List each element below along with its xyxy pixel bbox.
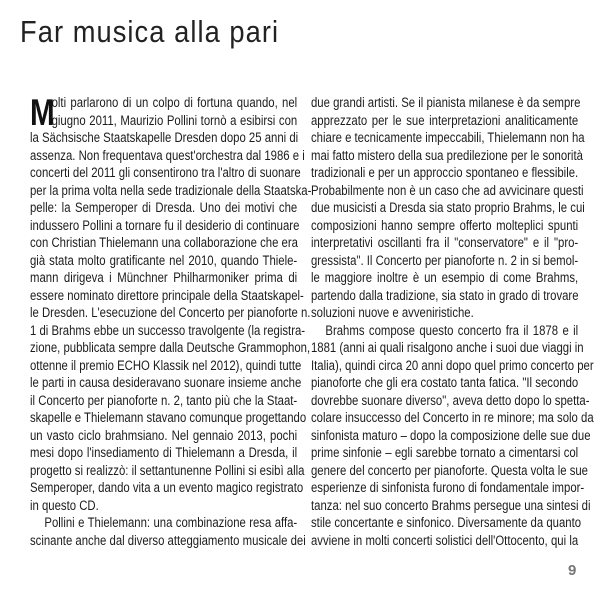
text-line: già stata molto gratificante nel 2010, quando Thiele- bbox=[30, 252, 298, 269]
text-line: partendo dalla tradizione, sia stato in grado di trovare bbox=[311, 287, 579, 304]
text-line: essere nominato direttore principale della Staatskapel- bbox=[30, 287, 304, 304]
text-line: ottenne il premio ECHO Klassik nel 2012), quindi tutte bbox=[30, 357, 302, 374]
text-line: Brahms compose questo concerto fra il 1878 e il bbox=[325, 322, 579, 339]
text-line: stile concertante e sinfonico. Diversamente da quanto bbox=[311, 515, 582, 531]
text-line: concerti del 2011 gli consentirono tra l'altro di suonare bbox=[30, 165, 301, 181]
text-line: in questo CD. bbox=[30, 497, 99, 514]
text-line: avviene in molti concerti solistici dell'Ottocento, qui la bbox=[311, 532, 579, 549]
text-line: Probabilmente non è un caso che ad avvicinare questi bbox=[311, 182, 584, 199]
text-line: assenza. Non frequentava quest'orchestra dal 1986 e i bbox=[30, 147, 305, 164]
text-line: soluzioni nuove e avveniristiche. bbox=[311, 305, 474, 321]
text-line: 1881 (anni ai quali risalgono anche i suoi due viaggi in bbox=[311, 340, 584, 356]
text-line: tradizionali e per un approccio spontaneo e flessibile. bbox=[311, 165, 579, 181]
text-line: le Dresden. L'esecuzione del Concerto per pianoforte n. bbox=[30, 305, 311, 321]
right-column bbox=[311, 95, 594, 550]
text-line: il Concerto per pianoforte n. 2, tanto più che la Staat- bbox=[30, 392, 298, 409]
text-line: un vasto ciclo brahmsiano. Nel gennaio 2013, pochi bbox=[30, 427, 298, 444]
text-line: pelle: la Semperoper di Dresda. Uno dei motivi che bbox=[30, 200, 298, 216]
text-line: progetto si realizzò: il settantunenne Pollini si esibì alla bbox=[30, 462, 305, 479]
left-column bbox=[30, 92, 312, 550]
page-title: Far musica alla pari bbox=[20, 14, 280, 49]
text-line: mesi dopo l'insediamento di Thielemann a Dresda, il bbox=[30, 445, 298, 461]
text-line: sinfonista maturo – dopo la composizione delle sue due bbox=[311, 427, 591, 444]
text-line: prime sinfonie – egli sarebbe tornato a cimentarsi col bbox=[311, 445, 579, 461]
text-line: mann dirigeva i Münchner Philharmoniker prima di bbox=[30, 270, 298, 286]
text-line: olti parlarono di un colpo di fortuna quando, nel bbox=[51, 95, 298, 111]
text-line: genere del concerto per pianoforte. Questa volta le sue bbox=[311, 462, 588, 479]
text-line: dovrebbe suonare diverso", aveva detto dopo lo spetta- bbox=[311, 392, 590, 409]
text-line: scinante anche dal diverso atteggiamento musicale dei bbox=[30, 532, 306, 549]
text-line: per la prima volta nella sede tradizionale della Staatska- bbox=[30, 182, 312, 199]
drop-cap: M bbox=[30, 92, 55, 133]
text-line: zione, pubblicata sempre dalla Deutsche Grammophon, bbox=[30, 340, 311, 356]
page-number: 9 bbox=[568, 562, 577, 579]
text-line: chiare e tecnicamente impeccabili, Thielemann non ha bbox=[311, 130, 585, 146]
text-line: pianoforte che gli era costato tanta fatica. "Il secondo bbox=[311, 375, 579, 391]
text-line: due grandi artisti. Se il pianista milanese è da sempre bbox=[311, 95, 581, 111]
text-line: skapelle e Thielemann stavano comunque progettando bbox=[30, 410, 307, 426]
text-line: con Christian Thielemann una collaborazione che era bbox=[30, 235, 298, 251]
text-line: la Sächsische Staatskapelle Dresden dopo 25 anni di bbox=[30, 130, 299, 146]
text-line: composizioni hanno sempre offerto molteplici spunti bbox=[311, 217, 579, 234]
text-line: esperienze di sinfonista furono di fondamentale impor- bbox=[311, 480, 585, 496]
text-line: le parti in causa desideravano suonare insieme anche bbox=[30, 375, 302, 391]
text-line: Italia), quindi circa 20 anni dopo quel primo concerto per bbox=[311, 357, 594, 374]
text-line: interpretativi oscillanti fra il "conservatore" e il "pro- bbox=[311, 235, 579, 251]
text-line: tanza: nel suo concerto Brahms persegue una sintesi di bbox=[311, 497, 591, 514]
text-line: Pollini e Thielemann: una combinazione resa affa- bbox=[44, 515, 298, 531]
text-line: 1 di Brahms ebbe un successo travolgente (la registra- bbox=[30, 322, 306, 339]
text-line: le maggiore inoltre è un esempio di come Brahms, bbox=[311, 270, 579, 286]
text-line: gressista". Il Concerto per pianoforte n. 2 in si bemol- bbox=[311, 252, 579, 269]
text-line: giugno 2011, Maurizio Pollini tornò a esibirsi con bbox=[51, 112, 298, 129]
text-line: colare insuccesso del Concerto in re minore; ma solo da bbox=[311, 410, 594, 426]
text-line: Semperoper, dando vita a un evento magico registrato bbox=[30, 480, 304, 496]
text-line: indussero Pollini a tornare fu il desiderio di continuare bbox=[30, 217, 300, 234]
text-line: apprezzato per le sue interpretazioni analiticamente bbox=[311, 112, 579, 129]
text-line: mai fatto mistero della sua predilezione per le sonorità bbox=[311, 147, 583, 164]
text-line: due musicisti a Dresda sia stato proprio Brahms, le cui bbox=[311, 200, 585, 216]
